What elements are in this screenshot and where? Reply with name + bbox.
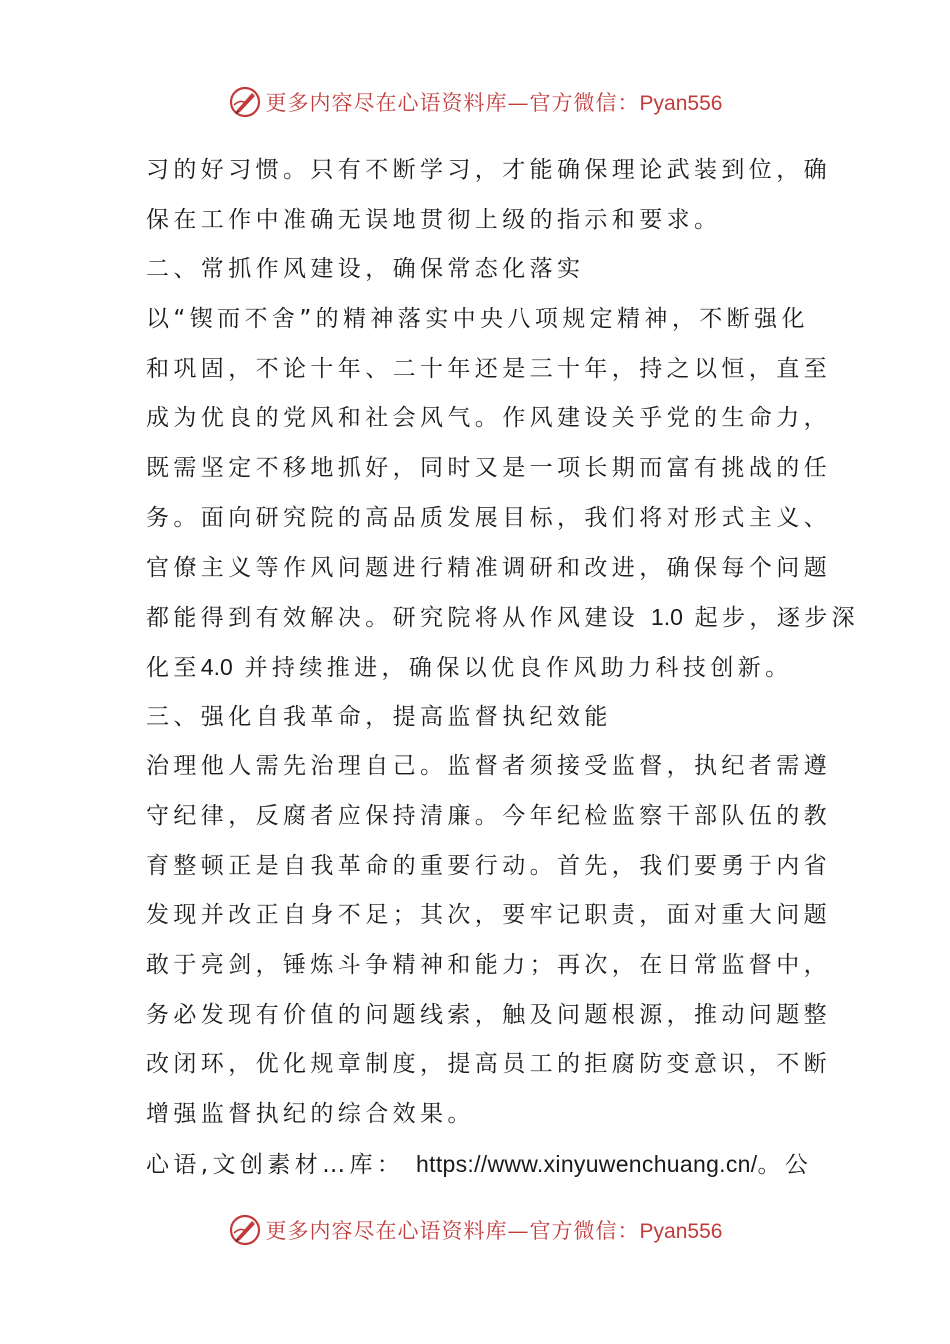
section-heading: 二、常抓作风建设，确保常态化落实 (146, 256, 585, 283)
website-link[interactable]: https://www.xinyuwenchuang.cn/ (416, 1150, 758, 1177)
body-line: 治理他人需先治理自己。监督者须接受监督，执纪者需遵 (146, 753, 831, 780)
body-line: 敢于亮剑，锤炼斗争精神和能力；再次，在日常监督中， (146, 952, 831, 978)
version-number: 4.0 (200, 653, 233, 680)
body-line-part: 都能得到有效解决。研究院将从作风建设 (146, 605, 640, 632)
header-banner-contact-id: Pyan556 (639, 92, 723, 115)
body-line: 育整顿正是自我革命的重要行动。首先，我们要勇于内省 (146, 852, 831, 879)
pen-logo-icon (228, 85, 262, 119)
footer-banner-title: 更多内容尽在心语资料库 (265, 1219, 508, 1243)
section-heading: 三、强化自我革命，提高监督执纪效能 (146, 703, 612, 730)
body-line-part: 并持续推进，确保以优良作风助力科技创新。 (244, 654, 793, 681)
body-line: 务。面向研究院的高品质发展目标，我们将对形式主义、 (146, 504, 831, 531)
body-line: 守纪律，反腐者应保持清廉。今年纪检监察干部队伍的教 (146, 802, 831, 829)
document-body (146, 146, 860, 1189)
body-line: 发现并改正自身不足；其次，要牢记职责，面对重大问题 (146, 902, 831, 929)
body-line: 增强监督执纪的综合效果。 (146, 1101, 475, 1128)
footer-banner-text (266, 1215, 723, 1245)
header-banner-contact-label: 官方微信： (529, 91, 640, 115)
footer-banner-separator: — (507, 1219, 530, 1243)
body-line: 官僚主义等作风问题进行精准调研和改进，确保每个问题 (146, 554, 831, 581)
body-line-with-version (146, 593, 860, 643)
body-line: 以“锲而不舍”的精神落实中央八项规定精神，不断强化 (146, 306, 809, 333)
body-line-with-version (146, 643, 806, 693)
body-line-part: 。公 (757, 1151, 813, 1178)
body-line: 保在工作中准确无误地贯彻上级的指示和要求。 (146, 206, 722, 233)
body-line-part: 化至 (146, 654, 201, 681)
footer-banner-contact-label: 官方微信： (529, 1219, 640, 1243)
body-line-part: 心语,文创素材…库： (146, 1151, 405, 1178)
header-banner (0, 82, 950, 122)
footer-banner (0, 1210, 950, 1250)
header-banner-separator: — (507, 91, 530, 115)
header-banner-title: 更多内容尽在心语资料库 (265, 91, 508, 115)
body-line: 和巩固，不论十年、二十年还是三十年，持之以恒，直至 (146, 355, 831, 382)
body-line: 务必发现有价值的问题线索，触及问题根源，推动问题整 (146, 1001, 831, 1028)
version-number: 1.0 (650, 604, 683, 631)
pen-logo-icon (228, 1213, 262, 1247)
body-line-with-url (146, 1140, 813, 1190)
body-line: 改闭环，优化规章制度，提高员工的拒腐防变意识，不断 (146, 1051, 831, 1078)
header-banner-text (266, 87, 723, 117)
body-line-part: 起步，逐步深 (694, 605, 860, 632)
body-line: 成为优良的党风和社会风气。作风建设关乎党的生命力， (146, 405, 831, 432)
body-line: 既需坚定不移地抓好，同时又是一项长期而富有挑战的任 (146, 455, 831, 482)
footer-banner-contact-id: Pyan556 (639, 1220, 723, 1243)
body-line: 习的好习惯。只有不断学习，才能确保理论武装到位，确 (146, 157, 831, 183)
